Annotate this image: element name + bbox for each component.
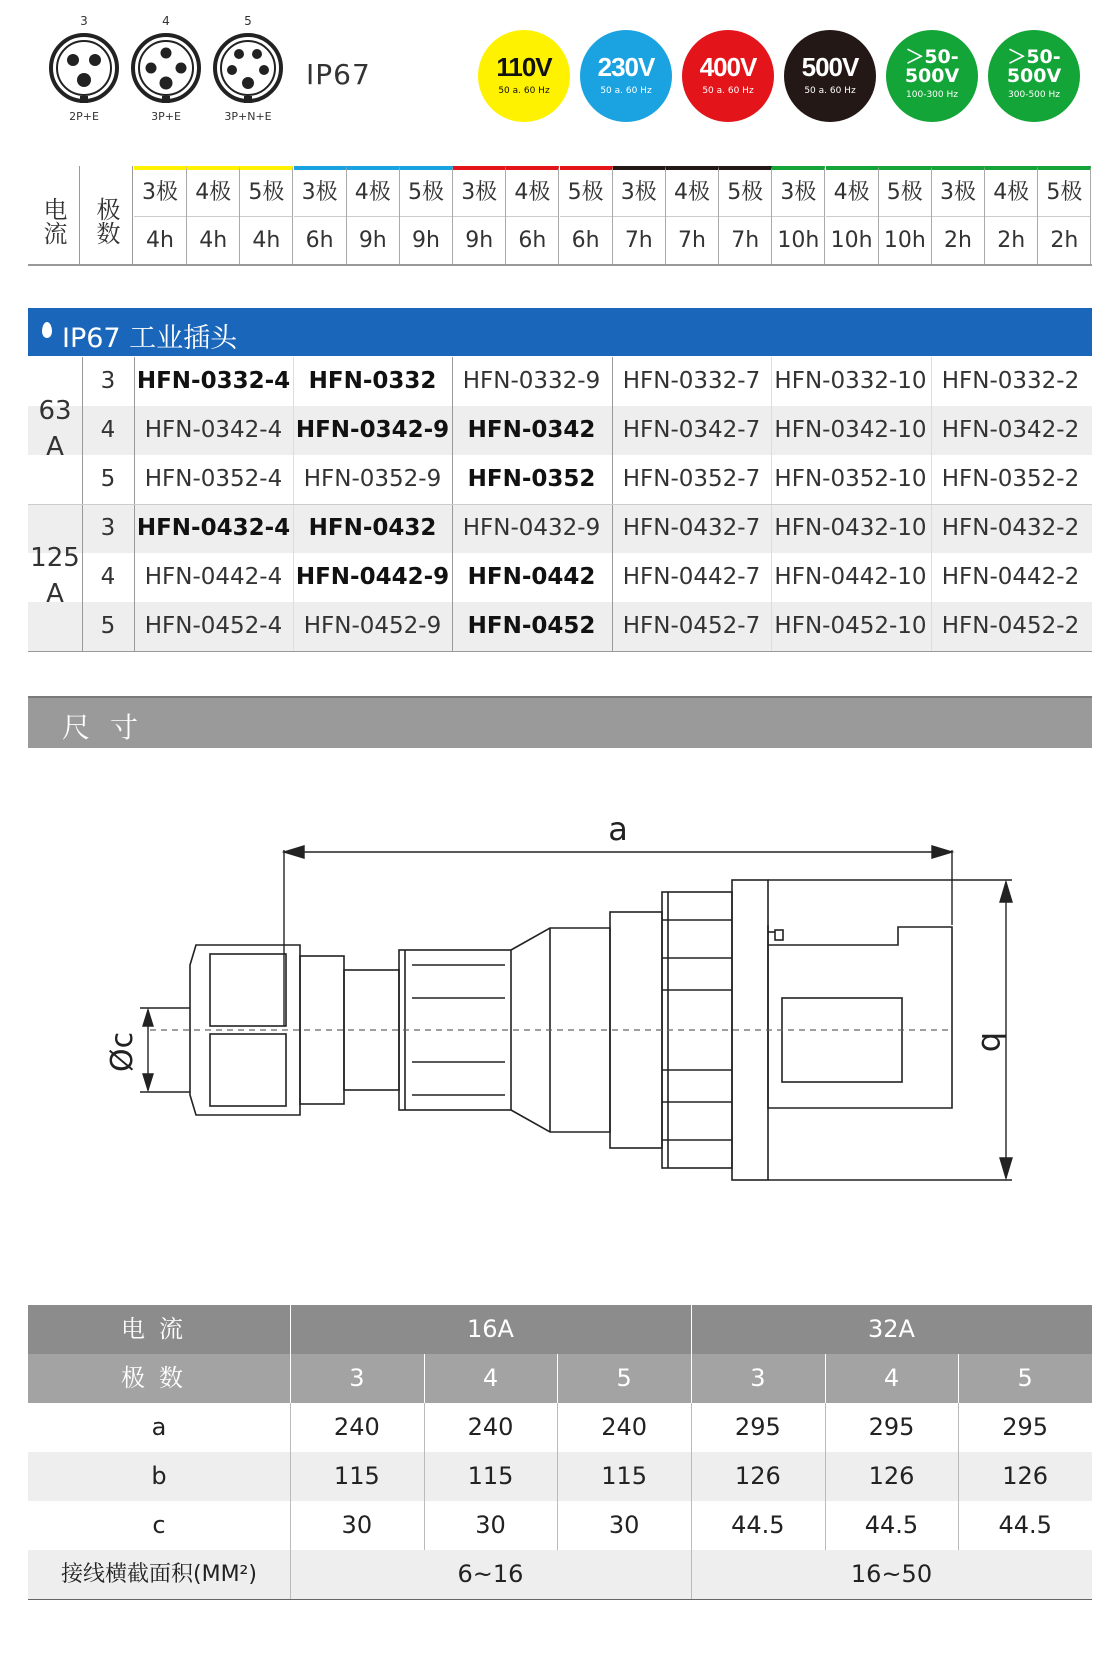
column-divider [691,1452,692,1501]
voltage-badge-110v [478,30,570,122]
dimension-value: 44.5 [864,1511,919,1539]
column-divider [825,1452,826,1501]
dimension-value: 30 [608,1511,640,1539]
column-divider [691,1354,692,1403]
socket-4pin-icon [130,32,202,104]
pole-count: 4极 [985,170,1037,217]
product-code: HFN-0342-10 [774,417,927,443]
frequency-value: 50 a. 60 Hz [600,86,652,96]
product-code: HFN-0332-4 [136,368,291,394]
pole-count: 5 [1017,1364,1033,1392]
column-divider [290,1403,291,1452]
product-code: HFN-0442 [467,564,596,590]
duration-hours: 6h [305,228,334,253]
duration-hours: 10h [830,228,873,253]
product-code: HFN-0442-2 [941,564,1080,590]
product-code: HFN-0432-9 [462,515,601,541]
dimension-name: a [151,1413,167,1441]
table-bottom-border [28,651,1092,652]
dimension-value: 240 [333,1413,380,1441]
product-code: HFN-0332-9 [462,368,601,394]
ip-rating-title: IP67 [306,58,371,91]
dimension-value: 295 [1002,1413,1049,1441]
pole-count: 5 [100,466,116,492]
pole-count: 5极 [240,170,292,217]
pole-count: 5极 [1038,170,1090,217]
dimension-value: 240 [601,1413,648,1441]
dimension-value: 115 [467,1462,514,1490]
voltage-badge-50-500v-high [988,30,1080,122]
duration-hours: 10h [883,228,926,253]
table-header-row [28,1305,1092,1354]
column-divider [424,1403,425,1452]
duration-hours: 4h [146,228,174,253]
pole-count: 4 [100,417,116,443]
pole-count: 5 [616,1364,632,1392]
product-code: HFN-0342-4 [144,417,283,443]
pin-config-5 [208,14,288,123]
duration-hours: 4h [199,228,228,253]
product-code: HFN-0332-2 [941,368,1080,394]
table-bottom-border [28,1599,1092,1600]
time-table-column [879,166,932,266]
time-table-column [1038,166,1091,266]
time-table-column [400,166,453,266]
dimension-value: 240 [467,1413,514,1441]
duration-hours: 4h [252,228,281,253]
product-code: HFN-0332 [308,368,437,394]
duration-hours: 2h [944,228,972,253]
dimension-value: 30 [475,1511,506,1539]
column-divider [290,1305,291,1354]
pin-config-3 [44,14,124,123]
product-code: HFN-0352-2 [941,466,1080,492]
dimension-value: 44.5 [731,1511,785,1539]
time-table-column [985,166,1038,266]
pole-count: 4极 [826,170,878,217]
table-row [28,504,1092,553]
dimension-c-label: Øc [105,1031,140,1073]
pole-count: 3 [100,368,116,394]
wire-range-32a: 16~50 [850,1560,933,1588]
duration-hours: 7h [678,228,706,253]
pole-count: 5极 [400,170,452,217]
pole-count: 3 [349,1364,365,1392]
time-table-column [613,166,666,266]
table-row [28,602,1092,651]
product-code: HFN-0452-9 [303,613,442,639]
pole-count: 3极 [932,170,984,217]
voltage-value: ＞50-500V [1006,46,1062,87]
product-code: HFN-0342-2 [941,417,1080,443]
dimension-value: 44.5 [998,1511,1052,1539]
column-divider [290,1354,291,1403]
current-rating: 125 A [30,543,80,609]
size-section-header [28,696,1092,748]
product-code: HFN-0352-4 [144,466,283,492]
duration-hours: 9h [465,228,494,253]
column-divider [691,1550,692,1599]
product-code: HFN-0332-7 [622,368,761,394]
pole-count: 4 [482,1364,499,1392]
voltage-badge-400v [682,30,774,122]
voltage-value: ＞50-500V [904,46,960,87]
time-table-column [719,166,772,266]
pole-count: 5极 [879,170,931,217]
dimension-value: 30 [341,1511,373,1539]
column-divider [691,1403,692,1452]
duration-hours: 6h [518,228,547,253]
current-16a: 16A [467,1315,514,1343]
column-divider [424,1501,425,1550]
product-code: HFN-0442-9 [295,564,450,590]
table-row [28,455,1092,504]
time-table-column [932,166,985,266]
time-table-column [666,166,719,266]
product-code: HFN-0442-10 [774,564,927,590]
duration-hours: 7h [624,228,653,253]
pole-count: 3极 [453,170,505,217]
table-row [28,406,1092,455]
product-code: HFN-0352 [467,466,596,492]
plug-dimension-drawing [0,780,1120,1220]
product-code: HFN-0452-4 [144,613,283,639]
pin-count: 5 [244,14,252,28]
plug-section-header [28,308,1092,356]
product-code: HFN-0342-7 [622,417,761,443]
column-divider [825,1501,826,1550]
frequency-value: 50 a. 60 Hz [498,86,550,96]
voltage-value: 400V [699,52,757,82]
pole-header: 极数 [121,1364,197,1392]
column-divider [290,1452,291,1501]
time-table-column [187,166,240,266]
product-code: HFN-0432-7 [622,515,761,541]
frequency-value: 300-500 Hz [1008,90,1060,100]
product-code: HFN-0342-9 [295,417,450,443]
voltage-value: 230V [597,52,655,82]
voltage-value: 110V [496,52,552,82]
pin-label: 3P+E [151,110,181,123]
product-code: HFN-0452 [467,613,596,639]
group-divider [28,504,1092,505]
pin-count: 3 [80,14,88,28]
voltage-badge-500v [784,30,876,122]
time-table-column [453,166,506,266]
pin-label: 3P+N+E [224,110,272,123]
water-drop-icon [42,322,52,338]
pole-count: 5极 [719,170,771,217]
column-divider [958,1452,959,1501]
dimension-b-label: b [974,1031,1012,1053]
product-code: HFN-0452-7 [622,613,761,639]
dimension-value: 115 [333,1462,380,1490]
time-table-column [134,166,187,266]
pole-count: 5极 [560,170,612,217]
current-header: 电流 [121,1315,197,1343]
product-code: HFN-0352-10 [774,466,927,492]
time-table-column [294,166,347,266]
socket-3pin-icon [48,32,120,104]
column-divider [424,1452,425,1501]
pole-count: 4极 [347,170,399,217]
product-code: HFN-0342 [467,417,596,443]
voltage-badge-50-500v-low [886,30,978,122]
pole-count: 3极 [134,170,186,217]
product-code: HFN-0452-2 [941,613,1080,639]
product-code: HFN-0442-4 [144,564,283,590]
column-divider [290,1501,291,1550]
column-divider [691,1305,692,1354]
product-code: HFN-0452-10 [774,613,927,639]
time-table-column [560,166,613,266]
duration-hours: 7h [731,228,760,253]
pole-count: 3 [750,1364,766,1392]
table-row [28,1550,1092,1599]
dimension-value: 126 [734,1462,781,1490]
pole-count: 4极 [506,170,558,217]
socket-5pin-icon [212,32,284,104]
duration-hours: 9h [412,228,440,253]
time-table-column [240,166,293,266]
dimension-name: c [152,1511,166,1539]
product-code: HFN-0432 [308,515,437,541]
pole-count: 4 [883,1364,900,1392]
dimension-value: 126 [868,1462,915,1490]
pin-count: 4 [162,14,170,28]
pole-count: 3 [100,515,116,541]
frequency-value: 50 a. 60 Hz [804,86,856,96]
time-table-column [347,166,400,266]
pole-count: 3极 [613,170,665,217]
pole-count: 4极 [187,170,239,217]
table-header-row [28,1354,1092,1403]
time-table-column [772,166,825,266]
dimension-value: 115 [601,1462,648,1490]
pin-config-4 [126,14,206,123]
table-row [28,1501,1092,1550]
column-divider [557,1501,558,1550]
time-table-current-header: 电流 [28,166,80,266]
product-code: HFN-0332-10 [774,368,927,394]
table-row [28,1452,1092,1501]
wire-section-label: 接线横截面积(MM²) [61,1562,257,1587]
voltage-value: 500V [801,52,859,82]
column-divider [691,1501,692,1550]
time-table-column [826,166,879,266]
product-code: HFN-0432-10 [774,515,927,541]
duration-hours: 9h [358,228,387,253]
duration-hours: 2h [1050,228,1079,253]
plug-section-title: IP67 工业插头 [62,323,238,354]
column-divider [424,1354,425,1403]
time-table-column [506,166,559,266]
time-table-divider [28,264,1092,266]
column-divider [958,1403,959,1452]
duration-hours: 6h [571,228,600,253]
dimension-a-label: a [608,810,628,848]
size-section-title: 尺寸 [62,711,159,744]
current-rating: 63 A [38,396,72,462]
pole-count: 3极 [772,170,824,217]
column-divider [958,1501,959,1550]
product-code: HFN-0432-2 [941,515,1080,541]
voltage-badge-230v [580,30,672,122]
duration-hours: 10h [777,228,820,253]
pole-count: 5 [100,613,116,639]
table-row [28,1403,1092,1452]
table-row [28,553,1092,602]
wire-range-16a: 6~16 [457,1560,524,1588]
product-code: HFN-0352-9 [303,466,442,492]
product-code: HFN-0352-7 [622,466,761,492]
current-32a: 32A [868,1315,915,1343]
dimension-name: b [151,1462,167,1490]
column-divider [557,1354,558,1403]
time-table-pole-header: 极数 [81,166,133,266]
frequency-value: 50 a. 60 Hz [702,86,754,96]
column-divider [825,1354,826,1403]
table-row [28,357,1092,406]
dimension-value: 295 [868,1413,915,1441]
dimension-value: 126 [1002,1462,1049,1490]
column-divider [557,1452,558,1501]
pole-count: 4极 [666,170,718,217]
column-divider [825,1403,826,1452]
pole-count: 4 [100,564,116,590]
duration-hours: 2h [997,228,1026,253]
pole-count: 3极 [294,170,346,217]
dimension-value: 295 [734,1413,781,1441]
product-code: HFN-0442-7 [622,564,761,590]
column-divider [290,1550,291,1599]
column-divider [557,1403,558,1452]
pin-label: 2P+E [69,110,99,123]
column-divider [958,1354,959,1403]
frequency-value: 100-300 Hz [906,90,958,100]
product-code: HFN-0432-4 [136,515,291,541]
